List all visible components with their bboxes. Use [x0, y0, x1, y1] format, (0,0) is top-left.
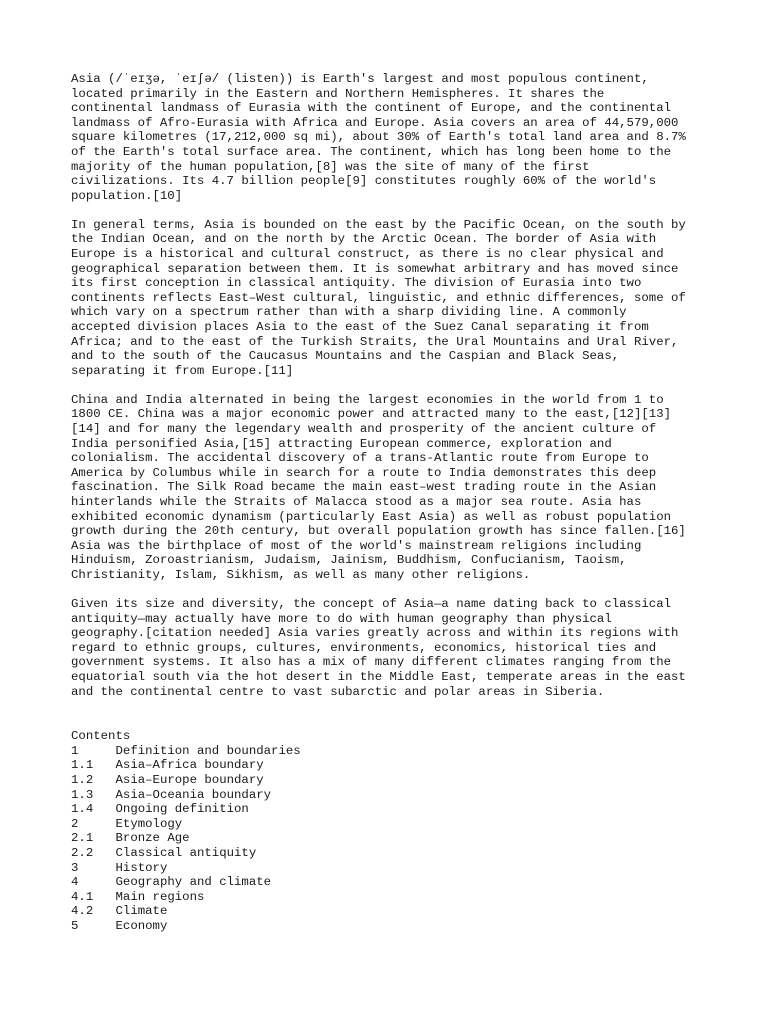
contents-item: [71, 788, 711, 803]
paragraph-line: geography.[citation needed] Asia varies greatly across and within its regions with: [71, 626, 679, 641]
paragraph-line: colonialism. The accidental discovery of a trans-Atlantic route from Europe to: [71, 451, 649, 466]
contents-item: [71, 773, 711, 788]
contents-item: [71, 875, 711, 890]
contents-item-title: Classical antiquity: [115, 846, 257, 860]
contents-item-number: 5: [71, 918, 79, 933]
paragraph-line: government systems. It also has a mix of many different climates ranging from the: [71, 655, 672, 670]
contents-item-number: 4.2: [71, 904, 94, 919]
paragraph-line: 1800 CE. China was a major economic power and attracted many to the east,[12][13]: [71, 407, 672, 422]
contents-item-number: 2.2: [71, 846, 94, 860]
document-body: [71, 72, 711, 699]
paragraph-line: geographical separation between them. It is somewhat arbitrary and has moved since: [71, 261, 679, 276]
paragraph-line: majority of the human population,[8] was the site of many of the first: [71, 159, 590, 174]
paragraph: [71, 218, 711, 379]
paragraph-line: of the Earth's total surface area. The continent, which has long been home to the: [71, 144, 672, 159]
contents-item-number: 4.1: [71, 889, 94, 904]
paragraph-line: growth during the 20th century, but overall population growth has since fallen.[16]: [71, 524, 686, 539]
contents-item-number: 1.1: [71, 758, 94, 773]
paragraph-line: and to the south of the Caucasus Mountains and the Caspian and Black Seas,: [71, 349, 620, 364]
paragraph-line: [14] and for many the legendary wealth and prosperity of the ancient culture of: [71, 422, 657, 437]
paragraph-line: America by Columbus while in search for a route to India demonstrates this deep: [71, 465, 657, 480]
contents-list: [71, 744, 711, 934]
contents-item-title: Asia–Africa boundary: [115, 758, 264, 773]
contents-item-title: Etymology: [115, 816, 183, 831]
paragraph-line: equatorial south via the hot desert in the Middle East, temperate areas in the east: [71, 670, 686, 685]
contents-item-number: 1.2: [71, 773, 94, 788]
paragraph-line: Europe is a historical and cultural construct, as there is no clear physical and: [71, 247, 664, 262]
paragraph-line: which vary on a spectrum rather than with a sharp dividing line. A commonly: [71, 305, 627, 320]
paragraph-line: square kilometres (17,212,000 sq mi), about 30% of Earth's total land area and 8.7%: [71, 130, 686, 145]
contents-item-number: 1.4: [71, 802, 94, 817]
contents-item-number: 3: [71, 860, 79, 875]
paragraph-line: Given its size and diversity, the concept of Asia—a name dating back to classical: [71, 597, 672, 612]
contents-item: [71, 861, 711, 876]
paragraph-line: accepted division places Asia to the east of the Suez Canal separating it from: [71, 320, 649, 334]
paragraph-line: Christianity, Islam, Sikhism, as well as many other religions.: [71, 568, 531, 582]
paragraph: [71, 72, 711, 203]
paragraph-line: exhibited economic dynamism (particularly East Asia) as well as robust population: [71, 509, 672, 524]
contents-heading: Contents: [71, 729, 131, 744]
paragraph-line: Hinduism, Zoroastrianism, Judaism, Jainism, Buddhism, Confucianism, Taoism,: [71, 553, 627, 568]
contents-item-number: 2.1: [71, 831, 94, 846]
contents-item-title: Main regions: [115, 889, 205, 904]
paragraph-line: Africa; and to the east of the Turkish Straits, the Ural Mountains and Ural River,: [71, 334, 679, 349]
contents-item-title: Ongoing definition: [115, 802, 249, 817]
contents-item-number: 1.3: [71, 787, 94, 802]
contents-item-title: Definition and boundaries: [115, 743, 301, 758]
contents-item: [71, 817, 711, 832]
paragraph-line: In general terms, Asia is bounded on the east by the Pacific Ocean, on the south by: [71, 217, 686, 232]
table-of-contents: [71, 729, 711, 933]
contents-item-title: Climate: [115, 904, 168, 919]
paragraph-line: fascination. The Silk Road became the main east–west trading route in the Asian: [71, 480, 657, 495]
contents-item: [71, 758, 711, 773]
contents-item: [71, 831, 711, 846]
paragraph-line: and the continental centre to vast subarctic and polar areas in Siberia.: [71, 684, 605, 699]
paragraph-line: hinterlands while the Straits of Malacca stood as a major sea route. Asia has: [71, 495, 642, 510]
contents-item-title: Asia–Europe boundary: [115, 773, 264, 788]
paragraph-line: located primarily in the Eastern and Northern Hemispheres. It shares the: [71, 86, 605, 101]
contents-item: [71, 802, 711, 817]
paragraph-line: separating it from Europe.[11]: [71, 363, 294, 378]
paragraph-line: Asia (/ˈeɪʒə, ˈeɪʃə/ (listen)) is Earth's largest and most populous continent,: [71, 72, 649, 86]
paragraph-line: China and India alternated in being the largest economies in the world from 1 to: [71, 392, 664, 407]
paragraph: [71, 393, 711, 583]
paragraph-line: its first conception in classical antiquity. The division of Eurasia into two: [71, 276, 642, 291]
contents-item: [71, 890, 711, 905]
contents-item-title: Economy: [115, 918, 168, 933]
paragraph-line: antiquity—may actually have more to do with human geography than physical: [71, 611, 612, 626]
contents-item-number: 1: [71, 743, 79, 758]
contents-item: [71, 904, 711, 919]
contents-item-number: 4: [71, 875, 79, 890]
paragraph: [71, 597, 711, 699]
contents-item-number: 2: [71, 816, 79, 831]
document-page: [71, 72, 711, 934]
contents-item: [71, 846, 711, 861]
paragraph-line: continents reflects East–West cultural, linguistic, and ethnic differences, some of: [71, 290, 686, 305]
paragraph-line: Asia was the birthplace of most of the world's mainstream religions including: [71, 538, 642, 553]
contents-item: [71, 744, 711, 759]
paragraph-line: continental landmass of Eurasia with the continent of Europe, and the continental: [71, 101, 672, 116]
paragraph-line: regard to ethnic groups, cultures, environments, economics, historical ties and: [71, 640, 657, 655]
contents-item-title: Geography and climate: [115, 875, 272, 890]
paragraph-line: population.[10]: [71, 188, 183, 203]
paragraph-line: civilizations. Its 4.7 billion people[9] constitutes roughly 60% of the world's: [71, 174, 657, 189]
contents-item-title: Bronze Age: [115, 831, 190, 846]
paragraph-line: India personified Asia,[15] attracting European commerce, exploration and: [71, 436, 612, 451]
contents-item-title: History: [115, 860, 168, 875]
paragraph-line: the Indian Ocean, and on the north by the Arctic Ocean. The border of Asia with: [71, 232, 657, 247]
contents-item: [71, 919, 711, 934]
paragraph-line: landmass of Afro-Eurasia with Africa and Europe. Asia covers an area of 44,579,000: [71, 115, 679, 130]
contents-item-title: Asia–Oceania boundary: [115, 787, 272, 802]
